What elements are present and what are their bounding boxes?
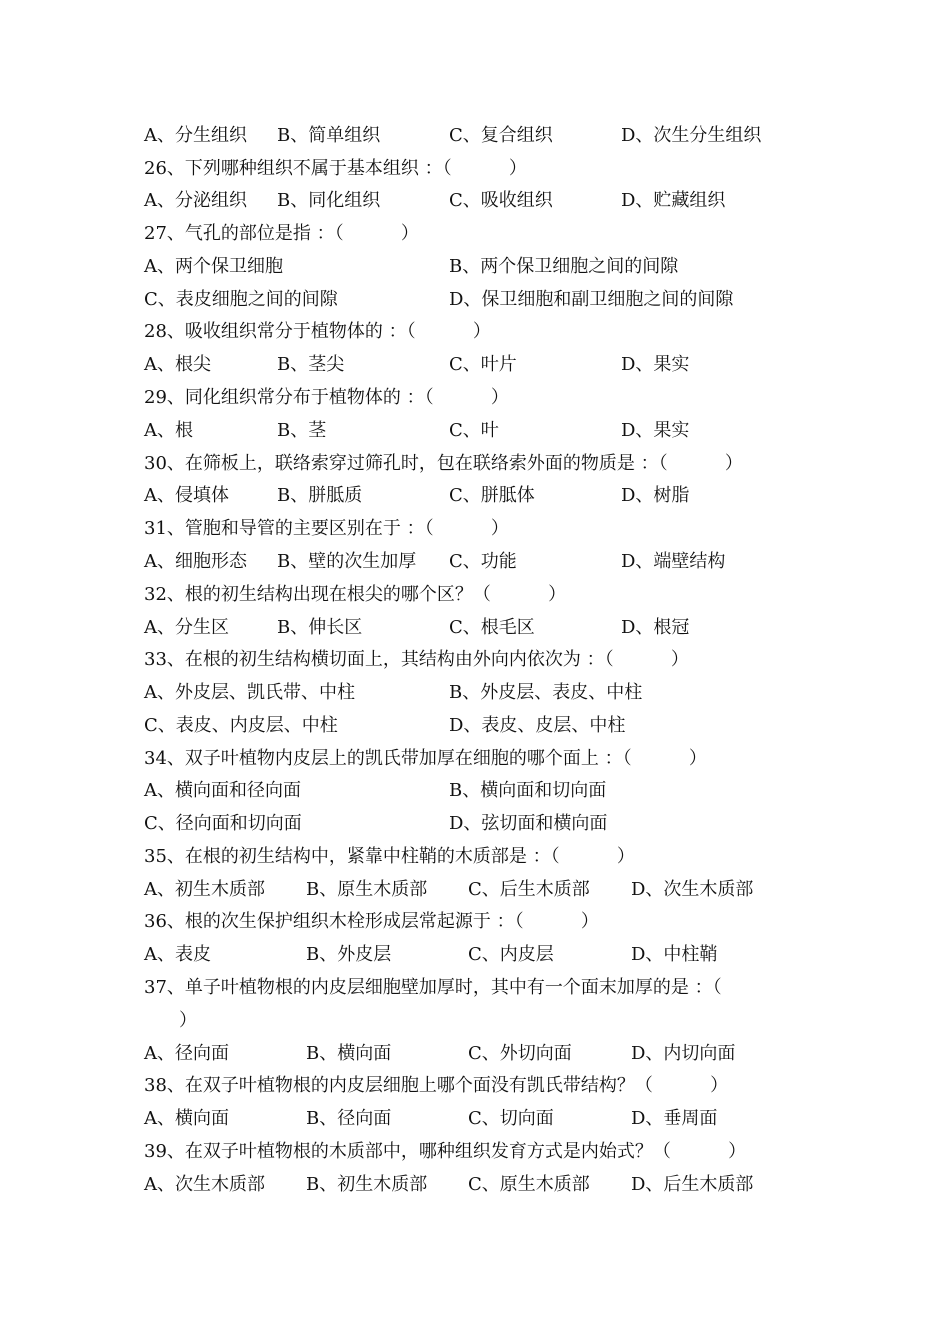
option-c: C、表皮、内皮层、中柱	[144, 715, 338, 736]
option-c: C、切向面	[468, 1108, 554, 1129]
option-a: A、初生木质部	[144, 879, 265, 900]
option-b: B、横向面	[306, 1043, 392, 1064]
option-c: C、外切向面	[468, 1043, 572, 1064]
option-b: B、横向面和切向面	[449, 780, 607, 801]
option-d: D、垂周面	[631, 1108, 718, 1129]
option-a: A、分泌组织	[144, 190, 247, 211]
question-text: 30、在筛板上，联络索穿过筛孔时，包在联络索外面的物质是 ：（ ）	[144, 453, 743, 474]
option-d: D、内切向面	[631, 1043, 736, 1064]
option-d: D、果实	[621, 420, 690, 441]
question-text: 35、在根的初生结构中，紧靠中柱鞘的木质部是 ：（ ）	[144, 846, 635, 867]
option-c: C、根毛区	[449, 617, 535, 638]
option-a: A、根	[144, 420, 193, 441]
option-c: C、功能	[449, 551, 517, 572]
question-text: 29、同化组织常分布于植物体的 ：（ ）	[144, 387, 509, 408]
option-d: D、端壁结构	[621, 551, 726, 572]
option-b: B、外皮层	[306, 944, 392, 965]
option-c: C、胼胝体	[449, 485, 535, 506]
option-b: B、胼胝质	[277, 485, 363, 506]
question-text: 26、下列哪种组织不属于基本组织 ：（ ）	[144, 158, 527, 179]
option-c: C、叶片	[449, 354, 517, 375]
question-text: 31、管胞和导管的主要区别在于 ：（ ）	[144, 518, 509, 539]
option-a: A、分生区	[144, 617, 229, 638]
option-d: D、后生木质部	[631, 1174, 754, 1195]
option-b: B、茎	[277, 420, 327, 441]
question-text: 38、在双子叶植物根的内皮层细胞上哪个面没有凯氏带结构？（ ）	[144, 1075, 729, 1096]
option-b: B、壁的次生加厚	[277, 551, 417, 572]
option-d: D、中柱鞘	[631, 944, 718, 965]
option-d: D、次生木质部	[631, 879, 754, 900]
question-text: 32、根的初生结构出现在根尖的哪个区？（ ）	[144, 584, 567, 605]
option-a: A、侵填体	[144, 485, 229, 506]
option-a: A、表皮	[144, 944, 211, 965]
option-a: A、横向面和径向面	[144, 780, 301, 801]
option-d: D、表皮、皮层、中柱	[449, 715, 626, 736]
question-text: 39、在双子叶植物根的木质部中，哪种组织发育方式是内始式？（ ）	[144, 1141, 747, 1162]
option-c: C、复合组织	[449, 125, 553, 146]
question-text: 34、双子叶植物内皮层上的凯氏带加厚在细胞的哪个面上 ：（ ）	[144, 748, 707, 769]
question-text: 36、根的次生保护组织木栓形成层常起源于 ：（ ）	[144, 911, 599, 932]
option-a: A、根尖	[144, 354, 211, 375]
option-a: A、分生组织	[144, 125, 247, 146]
option-c: C、叶	[449, 420, 499, 441]
option-d: D、贮藏组织	[621, 190, 726, 211]
option-b: B、伸长区	[277, 617, 363, 638]
option-b: B、原生木质部	[306, 879, 428, 900]
option-d: D、次生分生组织	[621, 125, 762, 146]
option-d: D、树脂	[621, 485, 690, 506]
option-d: D、果实	[621, 354, 690, 375]
option-c: C、后生木质部	[468, 879, 590, 900]
question-text: 33、在根的初生结构横切面上，其结构由外向内依次为 ：（ ）	[144, 649, 689, 670]
option-a: A、横向面	[144, 1108, 229, 1129]
option-b: B、初生木质部	[306, 1174, 428, 1195]
option-a: A、外皮层、凯氏带、中柱	[144, 682, 355, 703]
option-d: D、弦切面和横向面	[449, 813, 608, 834]
option-c: C、表皮细胞之间的间隙	[144, 289, 338, 310]
option-a: A、细胞形态	[144, 551, 247, 572]
option-d: D、根冠	[621, 617, 690, 638]
option-b: B、两个保卫细胞之间的间隙	[449, 256, 679, 277]
option-a: A、两个保卫细胞	[144, 256, 283, 277]
option-c: C、内皮层	[468, 944, 554, 965]
option-a: A、径向面	[144, 1043, 229, 1064]
option-b: B、茎尖	[277, 354, 345, 375]
option-d: D、保卫细胞和副卫细胞之间的间隙	[449, 289, 734, 310]
option-b: B、外皮层、表皮、中柱	[449, 682, 643, 703]
question-text: 27、气孔的部位是指 ：（ ）	[144, 223, 419, 244]
option-b: B、同化组织	[277, 190, 381, 211]
question-text-continuation: ）	[179, 1010, 197, 1031]
option-c: C、原生木质部	[468, 1174, 590, 1195]
question-text: 28、吸收组织常分于植物体的 ：（ ）	[144, 321, 491, 342]
option-b: B、简单组织	[277, 125, 381, 146]
option-c: C、径向面和切向面	[144, 813, 302, 834]
option-c: C、吸收组织	[449, 190, 553, 211]
question-text: 37、单子叶植物根的内皮层细胞壁加厚时，其中有一个面末加厚的是 ：（	[144, 977, 722, 998]
option-b: B、径向面	[306, 1108, 392, 1129]
option-a: A、次生木质部	[144, 1174, 265, 1195]
